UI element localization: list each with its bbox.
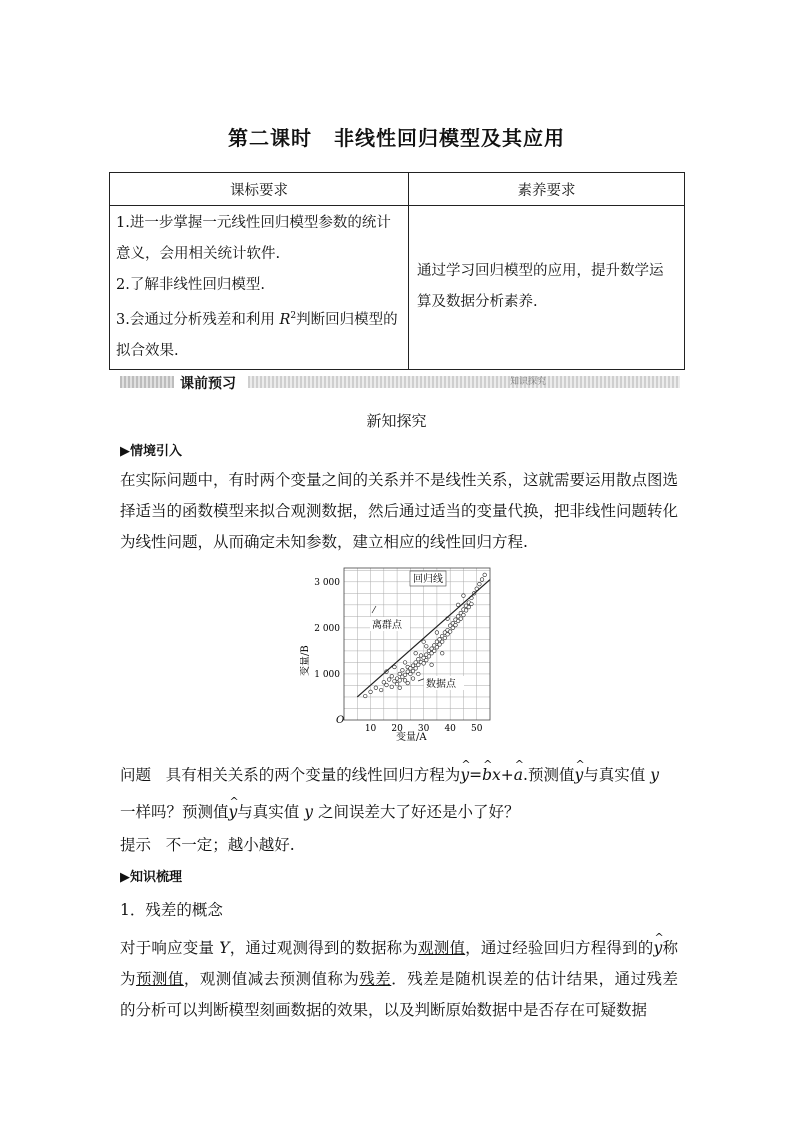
lesson-name: 非线性回归模型及其应用 xyxy=(334,126,565,150)
y-tick-label: 3 000 xyxy=(314,577,340,588)
data-point xyxy=(403,661,407,665)
curriculum-item-1: 1.进一步掌握一元线性回归模型参数的统计意义，会用相关统计软件. xyxy=(116,215,391,262)
data-point xyxy=(385,683,389,687)
data-point xyxy=(414,651,418,655)
banner-tag: 知识探究 xyxy=(510,377,547,387)
origin-label: O xyxy=(336,715,345,726)
data-point xyxy=(398,686,402,690)
subsection-heading: 1．残差的概念 xyxy=(120,901,223,919)
data-point xyxy=(414,667,418,671)
lesson-number: 第二课时 xyxy=(228,126,312,150)
requirements-table xyxy=(109,172,685,370)
banner-stripe-right xyxy=(248,376,680,388)
data-point xyxy=(398,679,402,683)
intro-paragraph: 在实际问题中，有时两个变量之间的关系并不是线性关系，这就需要运用散点图选择适当的函数模型来拟合观测数据，然后通过适当的变量代换，把非线性问题转化为线性问题，从而确定未知参数，建立相应的线性回归方程. xyxy=(120,471,679,551)
data-point xyxy=(464,609,468,613)
data-point xyxy=(403,673,407,677)
data-point xyxy=(478,582,482,586)
hint-paragraph: 提示 不一定；越小越好. xyxy=(120,836,295,854)
data-point xyxy=(424,658,428,662)
data-point xyxy=(467,605,471,609)
x-tick-label: 40 xyxy=(444,724,456,734)
header-literacy: 素养要求 xyxy=(409,173,685,206)
question-label: 问题 xyxy=(120,766,152,784)
curriculum-cell xyxy=(110,206,409,370)
data-point xyxy=(411,677,415,681)
outlier-label: 离群点 xyxy=(372,620,402,631)
data-point xyxy=(390,685,394,689)
y-tick-label: 2 000 xyxy=(314,623,340,634)
y-tick-label: 1 000 xyxy=(314,669,340,680)
data-point xyxy=(422,662,426,666)
page-title xyxy=(0,122,793,151)
literacy-cell: 通过学习回归模型的应用，提升数学运算及数据分析素养. xyxy=(409,206,685,370)
data-point xyxy=(483,573,487,577)
x-tick-label: 10 xyxy=(364,724,377,734)
data-point xyxy=(454,623,458,627)
data-point xyxy=(448,630,452,634)
data-point xyxy=(390,674,394,678)
y-axis-label: 变量/B xyxy=(300,645,311,676)
outlier-pointer xyxy=(372,606,376,613)
data-point xyxy=(374,686,378,690)
section-heading: 新知探究 xyxy=(366,412,427,430)
regression-line-label: 回归线 xyxy=(413,574,443,585)
y-tick-labels xyxy=(314,578,340,680)
data-point xyxy=(363,694,367,698)
residual-paragraph: 对于响应变量 Y，通过观测得到的数据称为观测值，通过经验回归方程得到的^ y称为预测值，观测值减去预测值称为残差．残差是随机误差的估计结果，通过残差的分析可以判断模型刻画数据的效果，以及判断原始数据中是否存在可疑数据 xyxy=(120,933,678,1026)
hint-label: 提示 xyxy=(120,836,152,854)
x-tick-label: 30 xyxy=(417,724,430,734)
data-point xyxy=(427,655,431,659)
data-point xyxy=(395,682,399,686)
data-point xyxy=(424,645,428,649)
x-axis-label: 变量/A xyxy=(396,732,427,743)
intro-marker: ▶情境引入 xyxy=(120,444,182,459)
data-point xyxy=(417,672,421,676)
data-point xyxy=(430,663,434,667)
section-banner xyxy=(120,374,680,390)
curriculum-item-2: 2.了解非线性回归模型. xyxy=(116,277,265,293)
knowledge-marker: ▶知识梳理 xyxy=(120,870,182,885)
data-point xyxy=(369,690,373,694)
data-point xyxy=(459,617,463,621)
scatter-chart xyxy=(300,566,500,746)
data-point xyxy=(462,594,466,598)
data-point xyxy=(435,631,439,635)
curriculum-item-3: 3.会通过分析残差和利用 $R^2$判断回归模型的拟合效果. xyxy=(116,311,398,359)
data-point xyxy=(470,602,474,606)
data-point xyxy=(462,613,466,617)
data-point xyxy=(406,681,410,685)
question-paragraph: 问题 具有相关关系的两个变量的线性回归方程为^ y=^ bx+^ a.预测值^ y与真实值 y 一样吗？预测值^ y与真实值 y 之间误差大了好还是小了好？ xyxy=(120,760,678,828)
data-point xyxy=(422,640,426,644)
banner-stripe-left xyxy=(120,376,174,388)
data-point xyxy=(387,678,391,682)
x-tick-label: 20 xyxy=(391,724,403,734)
data-point-label: 数据点 xyxy=(426,679,456,690)
data-point xyxy=(440,651,444,655)
data-point xyxy=(401,668,405,672)
data-point xyxy=(443,636,447,640)
data-point xyxy=(432,649,436,653)
data-point xyxy=(480,578,484,582)
data-point xyxy=(379,688,383,692)
header-curriculum: 课标要求 xyxy=(110,173,409,206)
data-point xyxy=(440,640,444,644)
x-tick-label: 50 xyxy=(471,724,483,734)
banner-label: 课前预习 xyxy=(180,376,236,392)
